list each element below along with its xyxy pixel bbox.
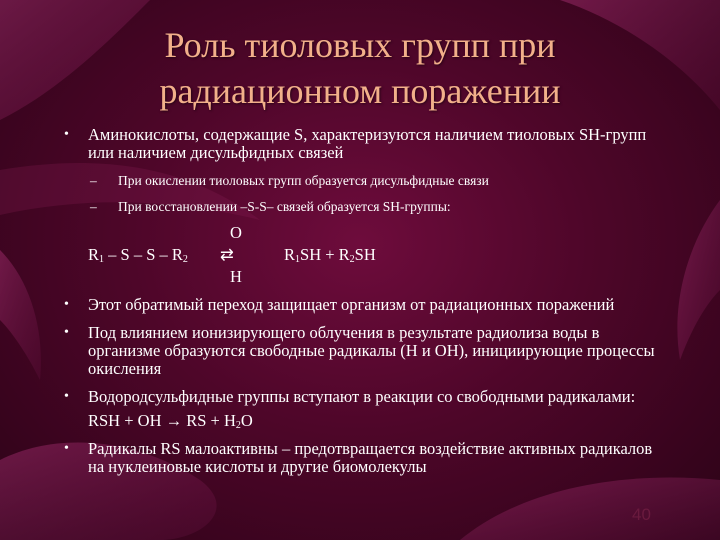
title-line-1: Роль тиоловых групп при [164, 25, 556, 65]
bullet-text: Водородсульфидные группы вступают в реакции со свободными радикалами: [88, 387, 636, 406]
bullet-text: Аминокислоты, содержащие S, характеризуются наличием тиоловых SH-групп или наличием дисульфидных связей [88, 125, 647, 162]
bullet-hydrosulfide [64, 388, 664, 406]
sub-bullet-reduction [64, 198, 664, 215]
swoosh-left-middle [0, 250, 41, 380]
equation-bottom-line [64, 268, 664, 286]
bullet-reversible [64, 296, 664, 314]
slide-title [60, 22, 660, 114]
radical-equation: RSH + OH → RS + $H_2O$ [88, 411, 253, 431]
sub-bullet-text: При восстановлении –S-S– связей образуется SH-группы: [118, 199, 451, 214]
equation-h-atom: H [230, 267, 242, 286]
equation-top-line [64, 224, 664, 242]
slide-content [64, 126, 664, 486]
equation-left-side: $R_1$ – S – S – $R_2$ [88, 245, 188, 265]
title-line-2: радиационном поражении [159, 71, 561, 111]
bullet-text: Этот обратимый переход защищает организм от радиационных поражений [88, 295, 615, 314]
swoosh-bottom-right [460, 478, 720, 540]
sub-bullet-text: При окислении тиоловых групп образуется дисульфидные связи [118, 173, 489, 188]
bullet-marker: • [64, 325, 69, 340]
bullet-text: Под влиянием ионизирующего облучения в результате радиолиза воды в организме образуются свободные радикалы (Н и ОН), инициирующие процессы окисления [88, 323, 655, 378]
bullet-marker: • [64, 441, 69, 456]
swoosh-right-middle [677, 200, 720, 360]
bullet-amino-acids [64, 126, 664, 162]
dash-marker: – [90, 173, 97, 188]
sub-bullet-oxidation [64, 172, 664, 189]
equation-right-side: $R_1SH + R_2SH$ [284, 245, 376, 265]
equation-o-atom: O [230, 223, 242, 242]
bullet-radiolysis [64, 324, 664, 378]
dash-marker: – [90, 199, 97, 214]
bullet-marker: • [64, 127, 69, 142]
bullet-rs-radicals [64, 440, 664, 476]
bullet-marker: • [64, 389, 69, 404]
page-number: 40 [632, 505, 651, 524]
bullet-text: Радикалы RS малоактивны – предотвращается воздействие активных радикалов на нуклеиновые кислоты и другие биомолекулы [88, 439, 653, 476]
disulfide-equation [64, 246, 664, 264]
reversible-arrow-icon: ⇄ [220, 245, 234, 264]
bullet-marker: • [64, 297, 69, 312]
